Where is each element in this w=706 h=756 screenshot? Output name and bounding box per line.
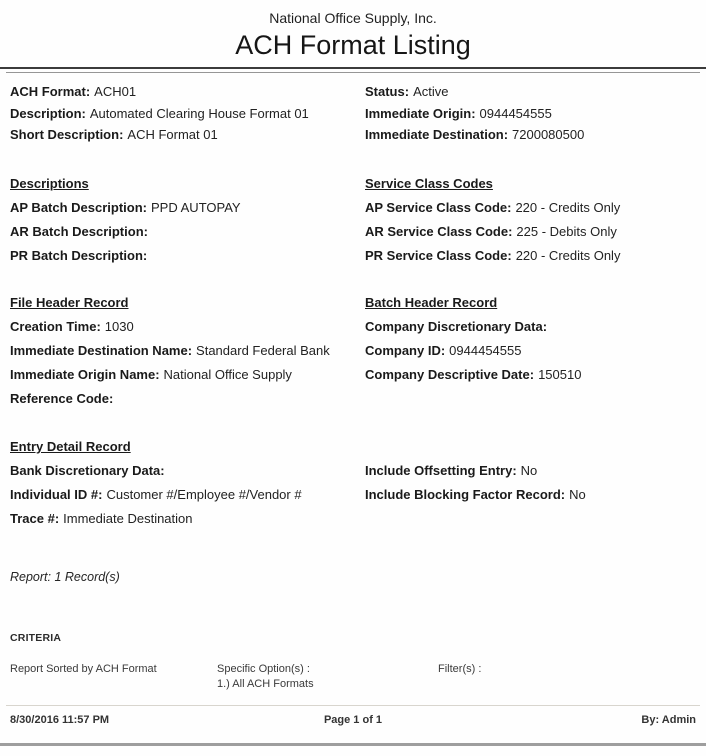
field-ar-batch-description	[10, 223, 360, 247]
field-label: Company ID:	[365, 343, 446, 358]
field-short-description	[10, 126, 360, 148]
service-class-codes-section	[365, 175, 700, 271]
company-name: National Office Supply, Inc.	[269, 10, 437, 26]
field-ach-format	[10, 83, 360, 105]
page-footer	[0, 714, 706, 726]
general-info-left-column	[10, 83, 360, 148]
field-label: Bank Discretionary Data:	[10, 463, 165, 478]
heading-descriptions: Descriptions	[10, 176, 89, 191]
field-individual-id	[10, 486, 360, 510]
field-ap-service-class-code	[365, 199, 700, 223]
field-label: Creation Time:	[10, 319, 101, 334]
field-value: ACH Format 01	[127, 127, 218, 142]
report-title: ACH Format Listing	[235, 30, 471, 60]
field-label: Immediate Destination:	[365, 127, 509, 142]
field-value: National Office Supply	[163, 367, 292, 382]
field-value: Standard Federal Bank	[196, 343, 330, 358]
field-value: Customer #/Employee #/Vendor #	[106, 487, 302, 502]
header-divider-light	[6, 72, 700, 73]
entry-detail-record-section	[10, 438, 360, 534]
field-label: Individual ID #:	[10, 487, 103, 502]
field-label: AR Batch Description:	[10, 224, 148, 239]
field-description	[10, 105, 360, 127]
field-label: PR Service Class Code:	[365, 248, 512, 263]
descriptions-section	[10, 175, 360, 271]
criteria-filters-label: Filter(s) :	[438, 663, 482, 675]
report-record-count: Report: 1 Record(s)	[10, 570, 120, 584]
field-label: ACH Format:	[10, 84, 91, 99]
criteria-specific-options	[217, 662, 314, 692]
field-bank-discretionary-data	[10, 462, 360, 486]
field-trace-number	[10, 510, 360, 534]
field-include-offsetting-entry	[365, 462, 700, 486]
field-value: Automated Clearing House Format 01	[89, 105, 309, 121]
field-immediate-destination	[365, 126, 700, 148]
footer-divider	[6, 705, 700, 706]
field-value: Immediate Destination	[63, 511, 193, 526]
field-value: ACH01	[94, 84, 137, 99]
field-value: 150510	[538, 367, 582, 382]
field-value: 220 - Credits Only	[515, 248, 621, 263]
field-creation-time	[10, 318, 360, 342]
field-label: Company Descriptive Date:	[365, 367, 535, 382]
field-label: Company Discretionary Data:	[365, 319, 548, 334]
field-pr-batch-description	[10, 247, 360, 271]
field-label: PR Batch Description:	[10, 248, 148, 263]
criteria-specific-options-label: Specific Option(s) :	[217, 663, 310, 675]
criteria-heading: CRITERIA	[10, 632, 62, 644]
field-company-descriptive-date	[365, 366, 700, 390]
field-label: Immediate Origin:	[365, 105, 476, 121]
field-company-discretionary-data	[365, 318, 700, 342]
criteria-sort: Report Sorted by ACH Format	[10, 663, 157, 675]
field-immediate-origin-name	[10, 366, 360, 390]
field-label: Immediate Destination Name:	[10, 343, 193, 358]
file-header-record-section	[10, 294, 360, 414]
criteria-specific-options-value: 1.) All ACH Formats	[217, 678, 314, 690]
field-label: Description:	[10, 105, 86, 121]
field-label: AR Service Class Code:	[365, 224, 513, 239]
field-pr-service-class-code	[365, 247, 700, 271]
field-label: Short Description:	[10, 127, 124, 142]
field-label: Reference Code:	[10, 391, 114, 406]
footer-datetime: 8/30/2016 11:57 PM	[10, 714, 110, 726]
heading-entry-detail-record: Entry Detail Record	[10, 439, 131, 454]
field-include-blocking-factor-record	[365, 486, 700, 510]
field-label: Include Offsetting Entry:	[365, 463, 517, 478]
field-value: No	[520, 463, 538, 478]
field-label: Include Blocking Factor Record:	[365, 487, 566, 502]
field-value: 0944454555	[479, 105, 552, 121]
header-divider-dark	[0, 67, 706, 69]
field-value: 1030	[104, 319, 134, 334]
heading-service-class-codes: Service Class Codes	[365, 176, 493, 191]
field-label: Trace #:	[10, 511, 60, 526]
field-company-id	[365, 342, 700, 366]
field-value: 225 - Debits Only	[516, 224, 617, 239]
heading-batch-header-record: Batch Header Record	[365, 295, 498, 310]
bottom-bar	[0, 743, 706, 746]
batch-header-record-section	[365, 294, 700, 390]
field-status	[365, 83, 700, 105]
field-value: No	[569, 487, 586, 502]
field-value: 220 - Credits Only	[515, 200, 621, 215]
field-value: 0944454555	[449, 343, 522, 358]
field-label: Status:	[365, 84, 410, 99]
field-value: PPD AUTOPAY	[151, 200, 241, 215]
field-label: AP Batch Description:	[10, 200, 148, 215]
field-ar-service-class-code	[365, 223, 700, 247]
field-immediate-destination-name	[10, 342, 360, 366]
field-reference-code	[10, 390, 360, 414]
footer-author: By: Admin	[641, 714, 696, 726]
field-label: Immediate Origin Name:	[10, 367, 160, 382]
field-value: 7200080500	[512, 127, 585, 142]
footer-page-number: Page 1 of 1	[323, 714, 383, 726]
field-value: Active	[413, 84, 449, 99]
general-info-right-column	[365, 83, 700, 148]
field-ap-batch-description	[10, 199, 360, 223]
field-label: AP Service Class Code:	[365, 200, 512, 215]
field-immediate-origin	[365, 105, 700, 127]
entry-detail-record-right-column	[365, 462, 700, 510]
heading-file-header-record: File Header Record	[10, 295, 129, 310]
